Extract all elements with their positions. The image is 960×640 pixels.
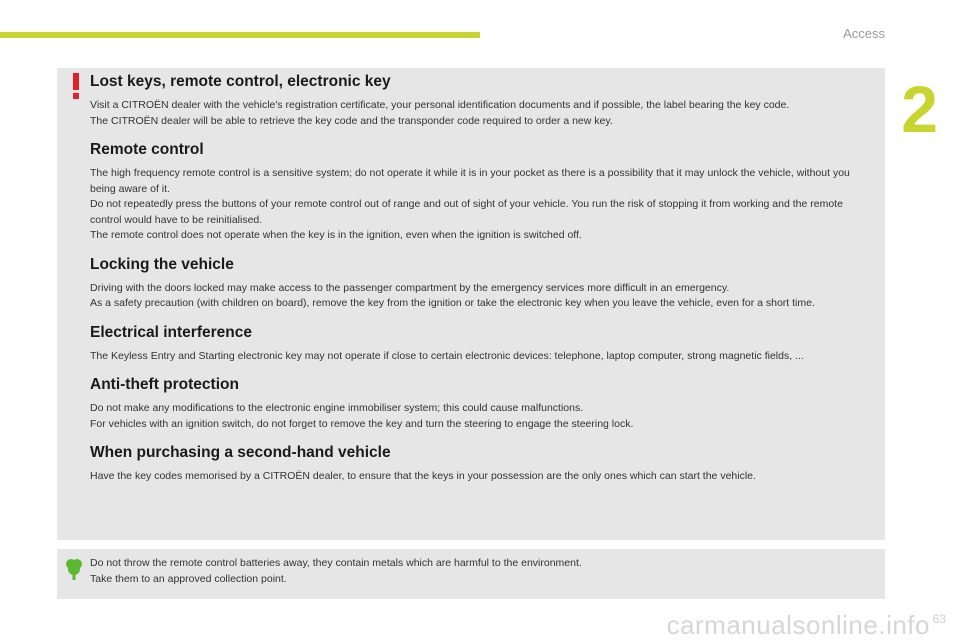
block-paragraph: The remote control does not operate when the key is in the ignition, even when the ignition is switched off. [90,229,582,241]
block-paragraph: As a safety precaution (with children on board), remove the key from the ignition or take the electronic key when you leave the vehicle, even for a short time. [90,297,815,309]
eco-note-box [57,549,885,599]
block-paragraph: The high frequency remote control is a sensitive system; do not operate it while it is in your pocket as there is a possibility that it may unlock the vehicle, without you being aware of it. [90,167,850,195]
warning-box [57,68,885,540]
block-electrical-interference [90,323,876,365]
block-title: Remote control [90,141,204,158]
block-title: Electrical interference [90,323,252,341]
block-paragraph: Have the key codes memorised by a CITROËN dealer, to ensure that the keys in your possession are the only ones which can start the vehicle. [90,470,756,482]
section-title: Access [843,26,885,41]
eco-note-text [90,556,870,587]
block-paragraph: Do not repeatedly press the buttons of your remote control out of range and out of sight of your vehicle. You run the risk of stopping it from working and the remote control would have to be reinitialised. [90,198,843,226]
block-second-hand [90,443,876,485]
watermark: carmanualsonline.info [666,610,930,640]
eco-note-line: Take them to an approved collection point. [90,572,287,585]
block-title: Locking the vehicle [90,255,234,273]
warning-blocks [90,72,876,496]
exclamation-icon [68,73,84,99]
block-paragraph: For vehicles with an ignition switch, do not forget to remove the key and turn the steering to engage the steering lock. [90,417,634,430]
block-paragraph: Visit a CITROËN dealer with the vehicle's registration certificate, your personal identification documents and if possible, the label bearing the key code. [90,99,790,111]
block-title: Anti-theft protection [90,376,239,393]
block-title: Lost keys, remote control, electronic key [90,73,391,90]
page-number: 63 [932,612,946,626]
block-title: When purchasing a second-hand vehicle [90,444,391,461]
block-lost-keys [90,72,876,129]
tree-icon [65,558,83,580]
block-paragraph: Do not make any modifications to the electronic engine immobiliser system; this could cause malfunctions. [90,402,584,414]
block-paragraph: The Keyless Entry and Starting electronic key may not operate if close to certain electronic devices: telephone, laptop computer, strong magnetic fields, ... [90,349,804,362]
block-paragraph: Driving with the doors locked may make access to the passenger compartment by the emergency services more difficult in an emergency. [90,281,730,294]
block-remote-control [90,140,876,244]
block-anti-theft [90,375,876,432]
chapter-number: 2 [901,72,938,146]
block-locking [90,255,876,312]
header-accent-bar [0,32,480,38]
eco-note-line: Do not throw the remote control batteries away, they contain metals which are harmful to the environment. [90,557,582,569]
block-paragraph: The CITROËN dealer will be able to retrieve the key code and the transponder code required to order a new key. [90,114,613,127]
